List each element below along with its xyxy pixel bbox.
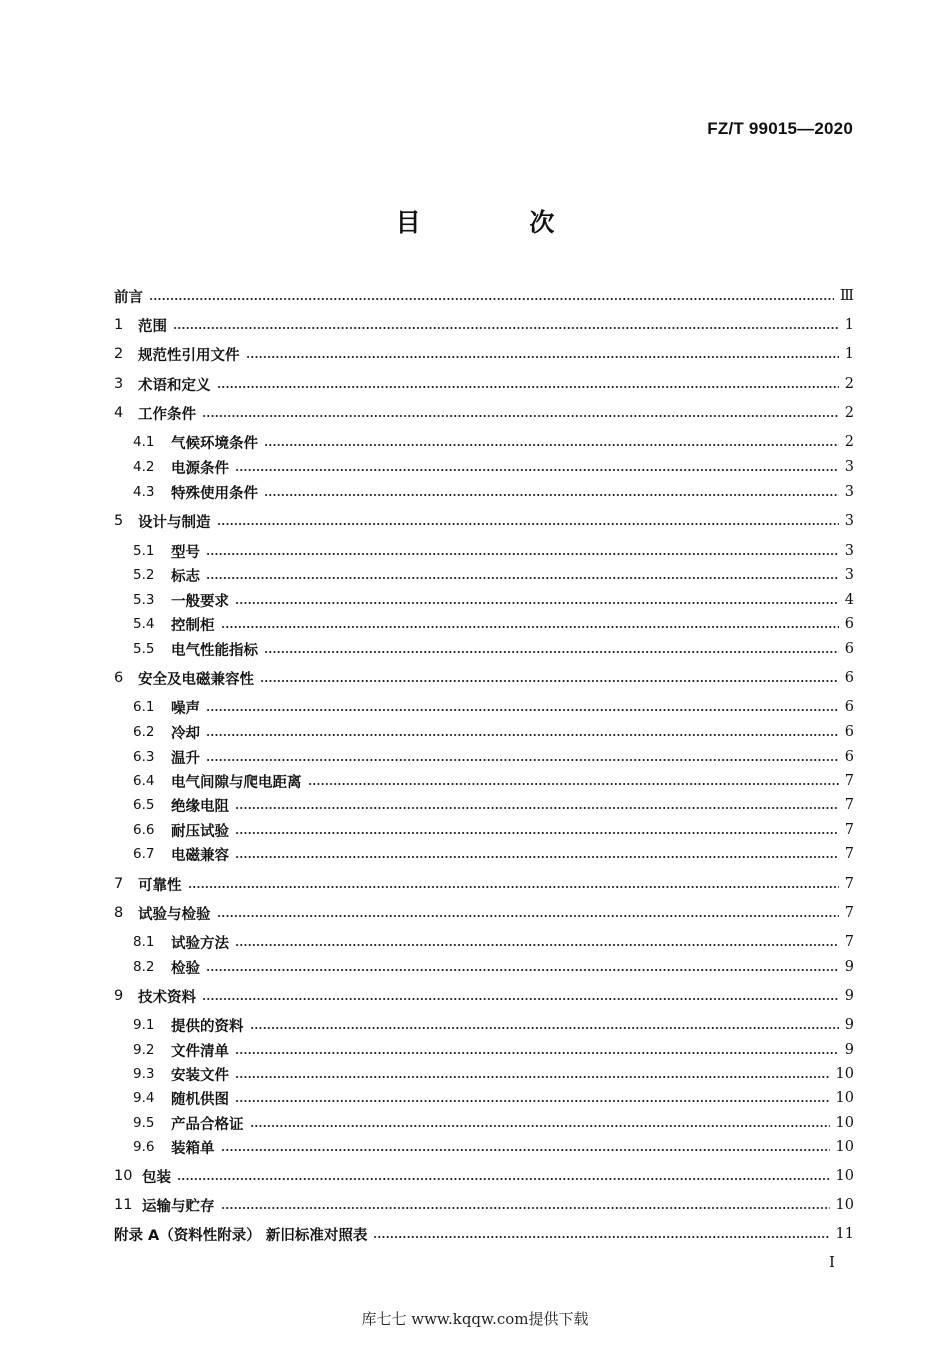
toc-entry-number: 5.2 <box>133 567 155 583</box>
toc-entry-label: 电磁兼容 <box>171 847 229 864</box>
toc-entry[interactable] <box>133 844 854 864</box>
toc-entry[interactable] <box>114 903 854 923</box>
toc-entry-page: 9 <box>844 1042 854 1058</box>
toc-entry-number: 9.5 <box>133 1115 155 1131</box>
toc-entry-number: 3 <box>114 376 124 392</box>
toc-entry[interactable] <box>133 639 854 659</box>
toc-entry[interactable] <box>133 590 854 610</box>
toc-entry-label: 电源条件 <box>171 460 229 477</box>
toc-entry[interactable] <box>114 1195 854 1215</box>
toc-entry-number: 8.2 <box>133 959 155 975</box>
toc-entry-page: 2 <box>844 434 854 450</box>
toc-entry[interactable] <box>133 565 854 585</box>
toc-entry-label: 产品合格证 <box>171 1116 244 1133</box>
toc-entry[interactable] <box>133 1088 854 1108</box>
toc-entry-page: 10 <box>835 1066 854 1082</box>
toc-entry[interactable] <box>114 1166 854 1186</box>
toc-entry[interactable] <box>114 286 854 306</box>
toc-entry-page: 6 <box>844 699 854 715</box>
toc-entry-page: 6 <box>844 641 854 657</box>
toc-entry[interactable] <box>133 1015 854 1035</box>
toc-entry-label: 安全及电磁兼容性 <box>138 671 254 688</box>
download-footer: 库七七 www.kqqw.com提供下载 <box>361 1310 589 1328</box>
toc-leader-dots <box>217 523 839 525</box>
toc-entry-label: 提供的资料 <box>171 1018 244 1035</box>
toc-leader-dots <box>235 807 839 809</box>
toc-entry[interactable] <box>133 932 854 952</box>
toc-entry[interactable] <box>133 722 854 742</box>
toc-entry-page: 4 <box>844 592 854 608</box>
toc-leader-dots <box>206 759 839 761</box>
toc-entry[interactable] <box>114 874 854 894</box>
toc-entry[interactable] <box>133 614 854 634</box>
toc-leader-dots <box>373 1236 829 1238</box>
toc-entry-label: 工作条件 <box>138 406 196 423</box>
toc-entry-label: 试验方法 <box>171 935 229 952</box>
toc-entry-page: 7 <box>844 905 854 921</box>
toc-entry-number: 9 <box>114 988 124 1004</box>
toc-entry[interactable] <box>133 771 854 791</box>
toc-leader-dots <box>250 1125 830 1127</box>
toc-entry-page: 7 <box>844 797 854 813</box>
toc-entry-label: 耐压试验 <box>171 823 229 840</box>
toc-leader-dots <box>177 1178 830 1180</box>
toc-leader-dots <box>217 386 839 388</box>
toc-entry-label: 电气间隙与爬电距离 <box>171 774 302 791</box>
toc-entry[interactable] <box>133 457 854 477</box>
toc-entry-label: 装箱单 <box>171 1140 215 1157</box>
toc-entry-label: 检验 <box>171 960 200 977</box>
page-number: I <box>829 1253 835 1271</box>
toc-entry-page: 3 <box>844 484 854 500</box>
toc-entry-page: 3 <box>844 459 854 475</box>
toc-entry-number: 4.3 <box>133 484 155 500</box>
toc-leader-dots <box>221 1207 830 1209</box>
toc-entry-label: 术语和定义 <box>138 377 211 394</box>
standard-code: FZ/T 99015—2020 <box>707 119 853 138</box>
toc-leader-dots <box>206 553 839 555</box>
toc-entry-page: 6 <box>844 724 854 740</box>
toc-entry-page: 7 <box>844 934 854 950</box>
toc-entry-number: 11 <box>114 1197 133 1213</box>
toc-entry[interactable] <box>133 747 854 767</box>
toc-leader-dots <box>206 734 839 736</box>
toc-entry-page: 10 <box>835 1115 854 1131</box>
toc-entry-number: 7 <box>114 876 124 892</box>
toc-leader-dots <box>308 783 839 785</box>
toc-entry-page: 3 <box>844 513 854 529</box>
toc-entry[interactable] <box>133 1040 854 1060</box>
toc-entry[interactable] <box>114 511 854 531</box>
toc-leader-dots <box>221 626 839 628</box>
toc-leader-dots <box>264 651 839 653</box>
toc-entry-number: 6.6 <box>133 822 155 838</box>
toc-entry-number: 5.5 <box>133 641 155 657</box>
toc-entry-label: 前言 <box>114 289 143 306</box>
toc-entry-page: 3 <box>844 543 854 559</box>
toc-entry-label: 绝缘电阻 <box>171 798 229 815</box>
toc-entry-number: 9.6 <box>133 1139 155 1155</box>
toc-entry-label: 设计与制造 <box>138 514 211 531</box>
toc-leader-dots <box>246 356 839 358</box>
toc-entry-number: 10 <box>114 1168 133 1184</box>
toc-entry[interactable] <box>133 957 854 977</box>
toc-leader-dots <box>221 1149 830 1151</box>
toc-leader-dots <box>235 832 839 834</box>
toc-entry-number: 4.1 <box>133 434 155 450</box>
toc-entry[interactable] <box>133 1113 854 1133</box>
toc-entry-label: 型号 <box>171 544 200 561</box>
toc-entry[interactable] <box>133 820 854 840</box>
toc-entry-number: 6.7 <box>133 846 155 862</box>
toc-leader-dots <box>250 1027 839 1029</box>
toc-entry-number: 6.3 <box>133 749 155 765</box>
toc-entry[interactable] <box>114 374 854 394</box>
toc-entry[interactable] <box>133 1064 854 1084</box>
toc-entry-page: 7 <box>844 822 854 838</box>
toc-entry-label: 包装 <box>142 1169 171 1186</box>
toc-entry-number: 9.4 <box>133 1090 155 1106</box>
toc-leader-dots <box>206 969 839 971</box>
toc-entry-number: 6.4 <box>133 773 155 789</box>
toc-entry-label: 特殊使用条件 <box>171 485 258 502</box>
toc-entry-label: 可靠性 <box>138 877 182 894</box>
toc-leader-dots <box>149 298 834 300</box>
toc-entry-label: 控制柜 <box>171 617 215 634</box>
toc-entry-page: 9 <box>844 988 854 1004</box>
toc-entry-page: 10 <box>835 1139 854 1155</box>
toc-leader-dots <box>235 944 839 946</box>
toc-leader-dots <box>235 469 839 471</box>
toc-entry-page: 3 <box>844 567 854 583</box>
toc-entry-label: 随机供图 <box>171 1091 229 1108</box>
toc-entry[interactable] <box>114 986 854 1006</box>
toc-leader-dots <box>217 915 839 917</box>
toc-entry-page: Ⅲ <box>840 288 854 304</box>
toc-leader-dots <box>206 709 839 711</box>
toc-leader-dots <box>188 886 839 888</box>
toc-leader-dots <box>235 1076 830 1078</box>
toc-entry-page: 6 <box>844 749 854 765</box>
toc-entry[interactable] <box>133 1137 854 1157</box>
toc-leader-dots <box>235 856 839 858</box>
toc-entry-label: 噪声 <box>171 700 200 717</box>
toc-entry-page: 6 <box>844 670 854 686</box>
toc-entry[interactable] <box>114 1224 854 1244</box>
toc-entry-page: 6 <box>844 616 854 632</box>
toc-entry-number: 9.2 <box>133 1042 155 1058</box>
toc-entry-page: 10 <box>835 1168 854 1184</box>
toc-entry-page: 2 <box>844 376 854 392</box>
toc-entry-page: 11 <box>835 1226 854 1242</box>
toc-entry-number: 6 <box>114 670 124 686</box>
toc-entry[interactable] <box>114 403 854 423</box>
toc-entry-label: 技术资料 <box>138 989 196 1006</box>
toc-entry-number: 9.1 <box>133 1017 155 1033</box>
toc-entry-label: 安装文件 <box>171 1067 229 1084</box>
toc-entry[interactable] <box>114 344 854 364</box>
toc-leader-dots <box>235 1052 839 1054</box>
toc-entry-number: 5.4 <box>133 616 155 632</box>
toc-entry-label: 范围 <box>138 318 167 335</box>
toc-entry[interactable] <box>133 432 854 452</box>
toc-leader-dots <box>202 415 839 417</box>
toc-entry-number: 1 <box>114 317 124 333</box>
toc-entry-page: 9 <box>844 959 854 975</box>
toc-entry-label: 规范性引用文件 <box>138 347 240 364</box>
toc-entry-number: 5.1 <box>133 543 155 559</box>
toc-entry-label: 气候环境条件 <box>171 435 258 452</box>
toc-leader-dots <box>264 494 839 496</box>
toc-entry-page: 1 <box>844 346 854 362</box>
toc-entry-page: 1 <box>844 317 854 333</box>
toc-entry[interactable] <box>133 541 854 561</box>
toc-entry-number: 4 <box>114 405 124 421</box>
toc-entry-number: 5 <box>114 513 124 529</box>
toc-entry-number: 6.2 <box>133 724 155 740</box>
toc-entry-number: 6.5 <box>133 797 155 813</box>
toc-entry-label: 试验与检验 <box>138 906 211 923</box>
toc-entry[interactable] <box>133 482 854 502</box>
toc-leader-dots <box>206 577 839 579</box>
toc-entry[interactable] <box>133 697 854 717</box>
toc-entry-label: 标志 <box>171 568 200 585</box>
toc-leader-dots <box>235 602 839 604</box>
toc-leader-dots <box>264 444 839 446</box>
toc-entry-label: 冷却 <box>171 725 200 742</box>
toc-entry-number: 6.1 <box>133 699 155 715</box>
toc-entry-page: 7 <box>844 773 854 789</box>
toc-entry-label: 附录 A（资料性附录） 新旧标准对照表 <box>114 1227 368 1244</box>
toc-leader-dots <box>235 1100 830 1102</box>
toc-entry-number: 9.3 <box>133 1066 155 1082</box>
toc-entry-label: 电气性能指标 <box>171 642 258 659</box>
toc-entry-page: 2 <box>844 405 854 421</box>
toc-leader-dots <box>173 327 839 329</box>
toc-entry-page: 7 <box>844 876 854 892</box>
toc-entry-number: 5.3 <box>133 592 155 608</box>
toc-entry-number: 2 <box>114 346 124 362</box>
toc-entry-label: 一般要求 <box>171 593 229 610</box>
page-title: 目 次 <box>395 208 605 237</box>
toc-entry-number: 8.1 <box>133 934 155 950</box>
toc-entry-label: 文件清单 <box>171 1043 229 1060</box>
toc-entry[interactable] <box>114 315 854 335</box>
toc-leader-dots <box>260 680 839 682</box>
toc-entry-label: 温升 <box>171 750 200 767</box>
toc-entry-label: 运输与贮存 <box>142 1198 215 1215</box>
toc-entry[interactable] <box>114 668 854 688</box>
toc-entry-page: 10 <box>835 1090 854 1106</box>
toc-entry-page: 7 <box>844 846 854 862</box>
toc-entry[interactable] <box>133 795 854 815</box>
toc-entry-page: 9 <box>844 1017 854 1033</box>
toc-entry-page: 10 <box>835 1197 854 1213</box>
toc-entry-number: 4.2 <box>133 459 155 475</box>
toc-leader-dots <box>202 998 839 1000</box>
toc-entry-number: 8 <box>114 905 124 921</box>
